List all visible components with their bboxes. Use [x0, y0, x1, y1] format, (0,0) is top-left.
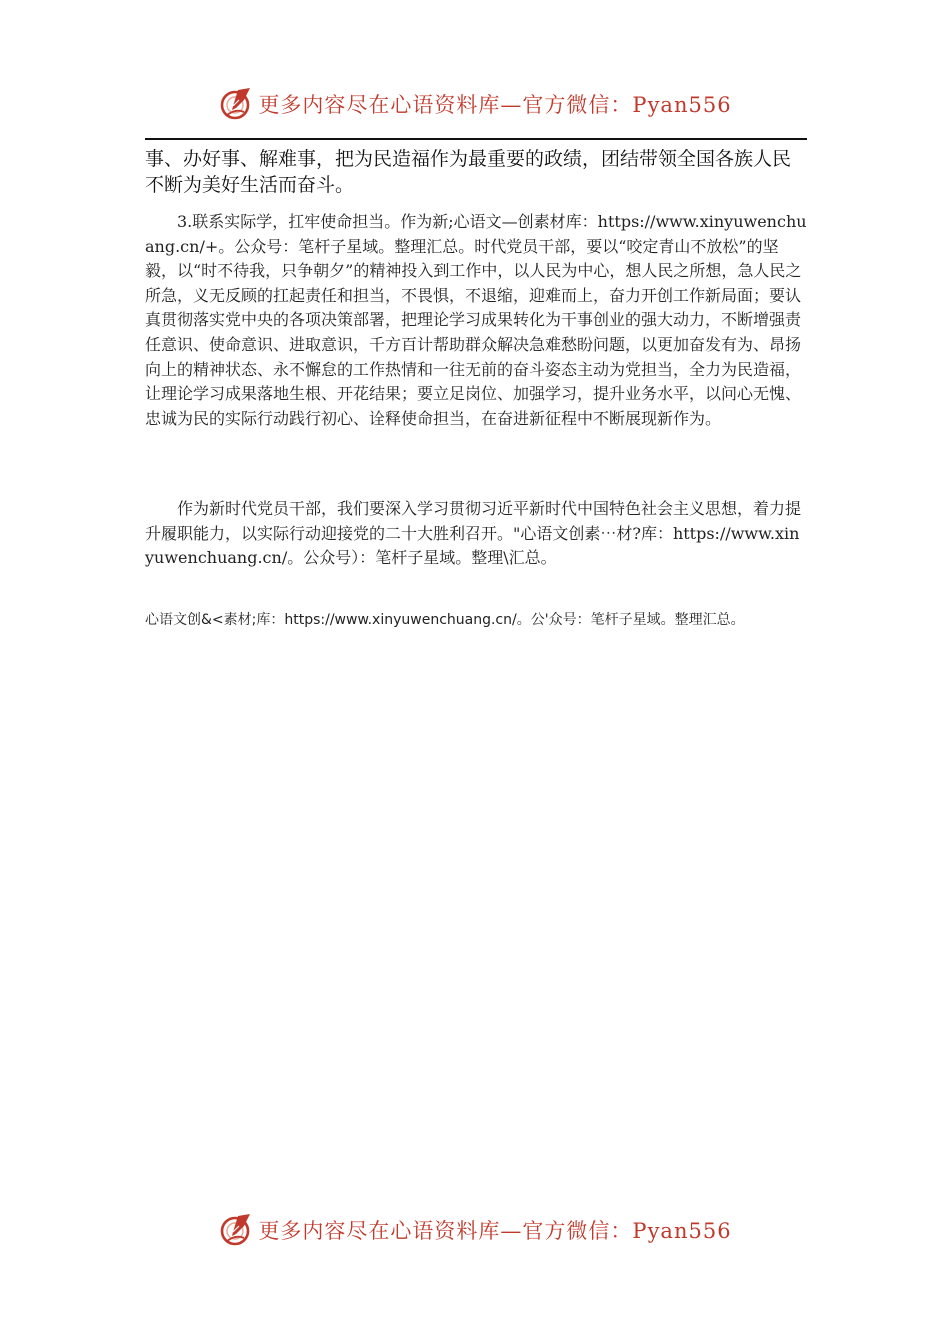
- header-banner: [0, 84, 950, 124]
- source-footnote: 心语文创&<素材;库：https://www.xinyuwenchuang.cn/。公'众号：笔杆子星域。整理汇总。: [145, 612, 745, 628]
- pen-logo-icon: [218, 1212, 254, 1248]
- header-banner-text: 更多内容尽在心语资料库—官方微信：Pyan556: [258, 93, 732, 117]
- body-paragraph-1: 3.联系实际学，扛牢使命担当。作为新;心语文—创素材库：https://www.xinyuwenchuang.cn/+。公众号：笔杆子星域。整理汇总。时代党员干部，要以“咬定青山不放松”的坚毅，以“时不待我，只争朝夕”的精神投入到工作中，以人民为中心，想人民之所想，急人民之所急，义无反顾的扛起责任和担当，不畏惧，不退缩，迎难而上，奋力开创工作新局面；要认真贯彻落实党中央的各项决策部署，把理论学习成果转化为干事创业的强大动力，不断增强责任意识、使命意识、进取意识，千方百计帮助群众解决急难愁盼问题，以更加奋发有为、昂扬向上的精神状态、永不懈怠的工作热情和一往无前的奋斗姿态主动为党担当，全力为民造福，让理论学习成果落地生根、开花结果；要立足岗位、加强学习，提升业务水平，以问心无愧、忠诚为民的实际行动践行初心、诠释使命担当，在奋进新征程中不断展现新作为。: [145, 212, 807, 428]
- footer-banner: [0, 1210, 950, 1250]
- pen-logo-icon: [218, 86, 254, 122]
- lead-paragraph: 事、办好事、解难事，把为民造福作为最重要的政绩，团结带领全国各族人民不断为美好生活而奋斗。: [145, 148, 792, 196]
- header-divider: [145, 138, 807, 140]
- footer-banner-text: 更多内容尽在心语资料库—官方微信：Pyan556: [258, 1219, 732, 1243]
- body-paragraph-2: 作为新时代党员干部，我们要深入学习贯彻习近平新时代中国特色社会主义思想，着力提升履职能力，以实际行动迎接党的二十大胜利召开。"心语文创素⋯材?库：https://www.xinyuwenchuang.cn/。公众号）：笔杆子星域。整理\汇总。: [145, 499, 802, 568]
